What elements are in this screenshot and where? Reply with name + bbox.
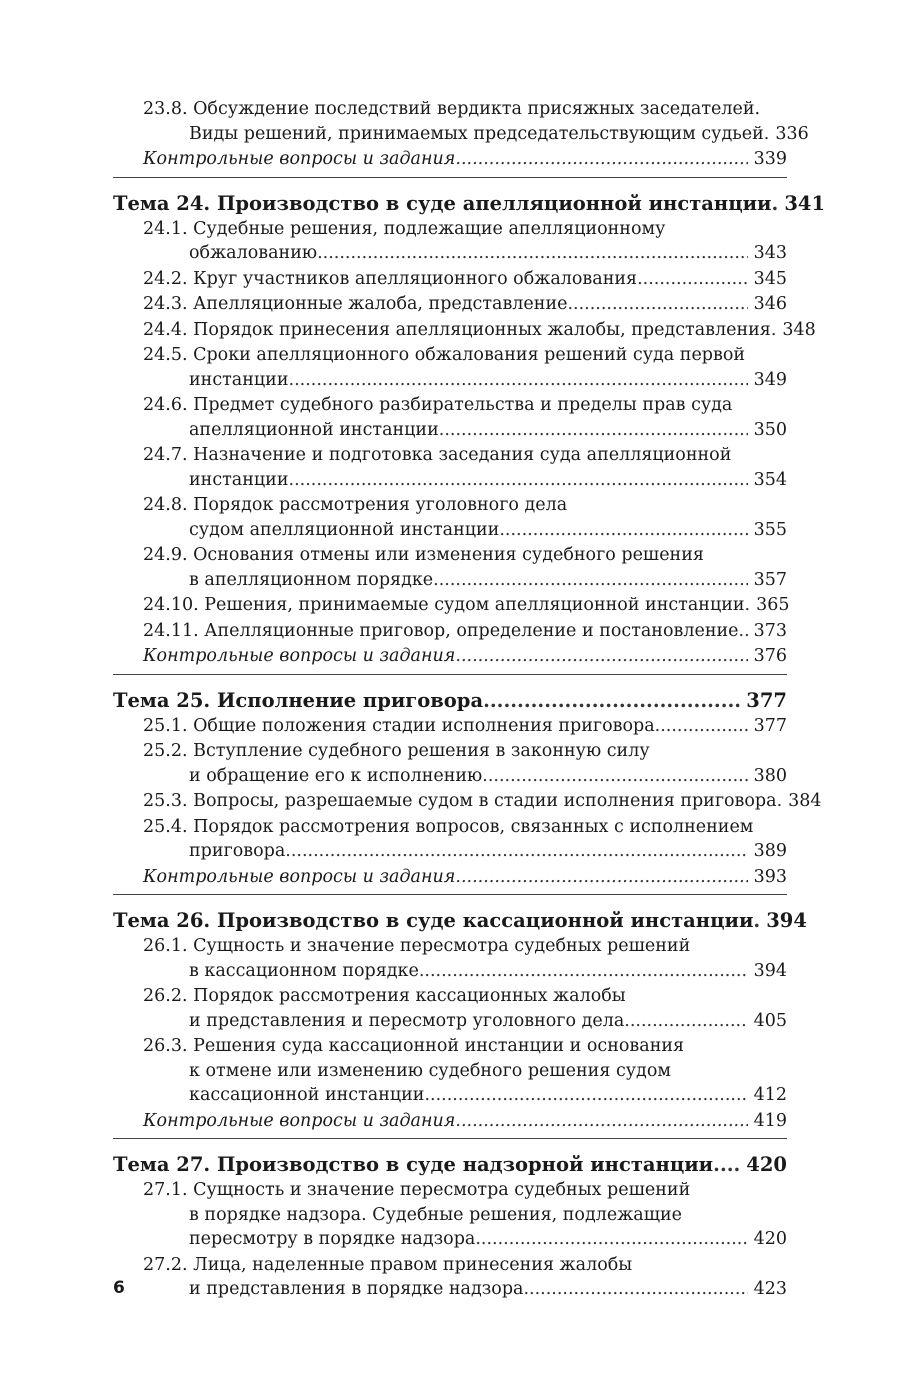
entry-title: и обращение его к исполнению <box>189 765 483 786</box>
entry-title: 24.2. Круг участников апелляционного обжалования <box>143 268 638 289</box>
topic-block <box>113 1138 787 1302</box>
dot-leader <box>433 568 748 593</box>
toc-line <box>113 1277 787 1302</box>
dot-leader <box>483 687 739 714</box>
toc-line <box>113 593 790 618</box>
toc-line: 27.2. Лица, наделенные правом принесения жалобы <box>143 1254 633 1275</box>
toc-line: 24.1. Судебные решения, подлежащие апелляционному <box>143 218 666 239</box>
entry-page: 393 <box>748 866 787 887</box>
topic-block <box>113 177 826 669</box>
entry-title: Виды решений, принимаемых председательствующим судьей <box>189 123 764 144</box>
entry-page: 377 <box>739 688 787 712</box>
dot-leader <box>455 644 748 669</box>
page-number: 6 <box>113 1278 125 1298</box>
section-entry <box>113 343 787 392</box>
entry-title: судом апелляционной инстанции <box>189 519 500 540</box>
toc-line <box>113 292 787 317</box>
dot-leader <box>655 714 748 739</box>
topic-heading <box>113 1139 787 1178</box>
entry-page: 345 <box>748 268 787 289</box>
toc-line <box>113 122 809 147</box>
control-questions <box>113 644 787 669</box>
entry-page: 412 <box>748 1085 787 1105</box>
section-entry <box>113 443 787 492</box>
entry-page: 394 <box>748 960 787 981</box>
entry-page: 341 <box>777 191 826 215</box>
dot-leader <box>289 368 749 393</box>
section-entry <box>113 593 790 618</box>
dot-leader <box>419 959 748 984</box>
dot-leader <box>523 1277 748 1302</box>
entry-page: 357 <box>748 569 787 590</box>
section-entry <box>113 393 787 442</box>
topic-block <box>113 674 822 890</box>
toc-line <box>113 468 787 493</box>
section-entry <box>113 493 787 542</box>
toc-line <box>113 789 822 814</box>
entry-page: 373 <box>748 620 787 641</box>
entry-title: Тема 26. Производство в суде кассационной инстанции <box>113 909 754 932</box>
control-questions <box>113 1109 787 1134</box>
dot-leader <box>637 267 748 292</box>
entry-page: 350 <box>748 419 787 440</box>
dot-leader <box>499 518 748 543</box>
section-entry <box>113 318 816 343</box>
entry-page: 354 <box>748 469 787 490</box>
entry-title: и представления и пересмотр уголовного дела <box>189 1010 625 1031</box>
dot-leader <box>285 839 748 864</box>
entry-title: Контрольные вопросы и задания <box>143 646 456 666</box>
dot-leader <box>455 865 748 890</box>
toc-line <box>113 1227 787 1252</box>
entry-title: 25.1. Общие положения стадии исполнения приговора <box>143 715 655 736</box>
dot-leader <box>739 619 749 644</box>
entry-title: Контрольные вопросы и задания <box>143 149 456 169</box>
entry-title: 24.10. Решения, принимаемые судом апелляционной инстанции <box>143 595 745 615</box>
toc-line: 24.7. Назначение и подготовка заседания суда апелляционной <box>143 445 732 465</box>
toc-line: 26.2. Порядок рассмотрения кассационных жалобы <box>143 986 626 1006</box>
table-of-contents <box>113 97 826 1303</box>
toc-line <box>113 518 787 543</box>
toc-line: 25.2. Вступление судебного решения в законную силу <box>143 741 650 761</box>
section-entry <box>113 543 787 592</box>
entry-page: 377 <box>748 715 787 736</box>
toc-line: 26.1. Сущность и значение пересмотра судебных решений <box>143 936 691 956</box>
section-entry <box>113 934 787 983</box>
entry-title: Тема 24. Производство в суде апелляционной инстанции <box>113 191 772 215</box>
dot-leader <box>424 1083 748 1108</box>
entry-page: 394 <box>759 909 807 932</box>
entry-title: кассационной инстанции <box>189 1085 425 1105</box>
section-entry <box>113 619 787 644</box>
entry-page: 420 <box>739 1153 787 1176</box>
toc-line <box>113 267 787 292</box>
topic-heading <box>113 675 787 714</box>
toc-line <box>113 418 787 443</box>
toc-line: к отмене или изменению судебного решения судом <box>189 1060 671 1081</box>
toc-line: 24.6. Предмет судебного разбирательства и пределы прав суда <box>143 395 733 415</box>
toc-line <box>113 568 787 593</box>
entry-title: и представления в порядке надзора <box>189 1279 524 1299</box>
control-questions <box>113 865 787 890</box>
entry-title: Тема 25. Исполнение приговора <box>113 688 484 712</box>
entry-title: 24.11. Апелляционные приговор, определение и постановление <box>143 620 739 641</box>
section-entry <box>113 267 787 292</box>
toc-line <box>113 1083 787 1108</box>
entry-page: 376 <box>748 646 787 666</box>
entry-page: 349 <box>748 369 787 390</box>
dot-leader <box>439 418 748 443</box>
entry-title: апелляционной инстанции <box>189 419 439 440</box>
entry-page: 389 <box>748 841 787 861</box>
topic-heading <box>113 178 826 217</box>
entry-title: 25.3. Вопросы, разрешаемые судом в стадии исполнения приговора <box>143 791 777 811</box>
entry-page: 420 <box>748 1229 787 1249</box>
entry-title: Контрольные вопросы и задания <box>143 866 456 887</box>
entry-page: 343 <box>748 243 787 263</box>
entry-page: 346 <box>748 294 787 314</box>
dot-leader <box>567 292 748 317</box>
section-entry <box>113 1253 787 1302</box>
entry-title: в кассационном порядке <box>189 960 419 981</box>
toc-line <box>113 619 787 644</box>
entry-page: 336 <box>769 123 809 144</box>
dot-leader <box>455 147 748 172</box>
dot-leader <box>289 468 749 493</box>
dot-leader <box>317 241 748 266</box>
entry-page: 339 <box>748 149 787 169</box>
dot-leader <box>482 764 748 789</box>
section-entry <box>113 1178 787 1252</box>
toc-line <box>113 839 787 864</box>
toc-line: 27.1. Сущность и значение пересмотра судебных решений <box>143 1180 691 1200</box>
toc-line <box>113 714 787 739</box>
section-entry <box>113 292 787 317</box>
entry-page: 380 <box>748 765 787 786</box>
entry-title: инстанции <box>189 469 289 490</box>
entry-title: Контрольные вопросы и задания <box>143 1110 456 1131</box>
entry-title: пересмотру в порядке надзора <box>189 1229 476 1249</box>
section-entry <box>113 984 787 1033</box>
topic-heading <box>113 895 807 934</box>
toc-line <box>113 764 787 789</box>
toc-line <box>113 241 787 266</box>
entry-title: 24.3. Апелляционные жалоба, представление <box>143 294 568 314</box>
dot-leader <box>624 1009 748 1034</box>
control-questions <box>113 147 787 172</box>
toc-line: 24.5. Сроки апелляционного обжалования решений суда первой <box>143 345 746 365</box>
entry-page: 405 <box>748 1010 787 1031</box>
toc-line: 24.9. Основания отмены или изменения судебного решения <box>143 545 704 565</box>
toc-line: 23.8. Обсуждение последствий вердикта присяжных заседателей. <box>143 99 761 119</box>
section-entry <box>113 217 787 266</box>
entry-page: 384 <box>782 791 822 811</box>
section-entry <box>113 815 787 864</box>
toc-line: 25.4. Порядок рассмотрения вопросов, связанных с исполнением <box>143 816 754 837</box>
section-entry <box>113 714 787 739</box>
entry-page: 419 <box>748 1110 787 1131</box>
dot-leader <box>713 1151 739 1178</box>
entry-page: 423 <box>748 1279 787 1299</box>
entry-title: обжалованию <box>189 243 318 263</box>
section-entry <box>113 739 787 788</box>
toc-line <box>113 1009 787 1034</box>
section-entry <box>113 789 822 814</box>
entry-title: 24.4. Порядок принесения апелляционных жалобы, представления <box>143 319 771 340</box>
entry-title: Тема 27. Производство в суде надзорной инстанции <box>113 1153 714 1176</box>
topic-block <box>113 894 807 1133</box>
entry-title: инстанции <box>189 369 289 390</box>
entry-title: приговора <box>189 841 286 861</box>
entry-title: в апелляционном порядке <box>189 569 434 590</box>
toc-line: 24.8. Порядок рассмотрения уголовного дела <box>143 495 568 515</box>
dot-leader <box>455 1109 748 1134</box>
toc-line <box>113 959 787 984</box>
toc-line <box>113 368 787 393</box>
entry-page: 348 <box>776 319 816 340</box>
section-entry <box>113 1034 787 1108</box>
entry-page: 355 <box>748 519 787 540</box>
toc-line <box>113 318 816 343</box>
section-entry <box>113 97 809 146</box>
toc-line: в порядке надзора. Судебные решения, подлежащие <box>189 1204 683 1225</box>
dot-leader <box>475 1227 748 1252</box>
toc-line: 26.3. Решения суда кассационной инстанции и основания <box>143 1036 685 1056</box>
entry-page: 365 <box>750 595 790 615</box>
